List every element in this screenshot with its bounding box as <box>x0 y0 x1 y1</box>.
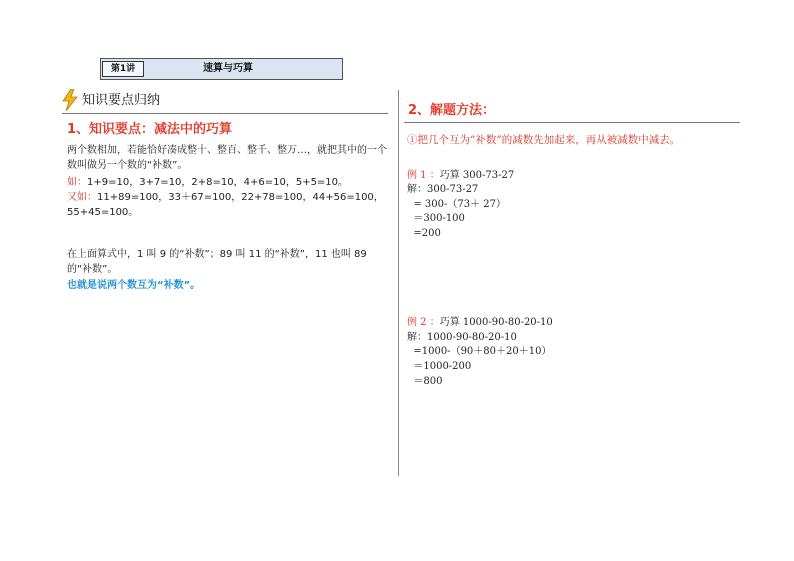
heading-divider-left <box>62 113 388 114</box>
example-label-2: 又如： <box>67 192 97 203</box>
example-1-step: 解：300-73-27 <box>407 184 479 195</box>
method-description: ①把几个互为“补数”的减数先加起来，再从被减数中减去。 <box>407 134 681 146</box>
example-1-step: = 300-（73＋ 27） <box>407 199 507 210</box>
intro-paragraph: 两个数相加，若能恰好凑成整十、整百、整千、整万…，就把其中的一个数叫做另一个数的“补数”。 <box>67 145 387 171</box>
conclusion-text: 也就是说两个数互为“补数”。 <box>67 280 201 291</box>
example-line-1 <box>67 175 348 190</box>
example-1-step: =200 <box>407 228 441 239</box>
example-1-problem <box>407 168 514 183</box>
example-1-step: ＝300-100 <box>407 213 465 224</box>
example-label-1: 如： <box>67 177 87 188</box>
lesson-title: 速算与巧算 <box>203 63 253 74</box>
example-2-label: 例 2 ： <box>407 317 440 328</box>
knowledge-point-title: 1、知识要点：减法中的巧算 <box>67 122 233 137</box>
example-2-step: 解：1000-90-80-20-10 <box>407 332 517 343</box>
example-2-question: 巧算 1000-90-80-20-10 <box>439 317 553 328</box>
example-line-2-continued: 55+45=100。 <box>67 207 139 218</box>
method-heading: 2、解题方法： <box>408 103 496 118</box>
example-text-2: 11+89=100，33＋67=100，22+78=100，44+56=100， <box>97 192 384 203</box>
example-2-step: ＝1000-200 <box>407 361 472 372</box>
example-line-2 <box>67 190 384 205</box>
heading-divider-right <box>404 122 740 123</box>
column-divider <box>398 90 399 476</box>
lesson-number-tag: 第1讲 <box>102 61 144 77</box>
example-2-problem <box>407 315 553 330</box>
section-heading: 知识要点归纳 <box>82 93 161 108</box>
example-text-1: 1+9=10，3+7=10，2+8=10，4+6=10，5+5=10。 <box>87 177 349 188</box>
example-2-step: =1000-（90＋80＋20＋10） <box>407 346 552 357</box>
explanation-paragraph: 在上面算式中，1 叫 9 的“补数”；89 叫 11 的“补数”，11 也叫 89 的“补数”。 <box>67 249 367 275</box>
lightning-icon <box>62 89 78 111</box>
example-1-label: 例 1 ： <box>407 170 440 181</box>
example-1-question: 巧算 300-73-27 <box>439 170 515 181</box>
example-2-step: ＝800 <box>407 376 443 387</box>
